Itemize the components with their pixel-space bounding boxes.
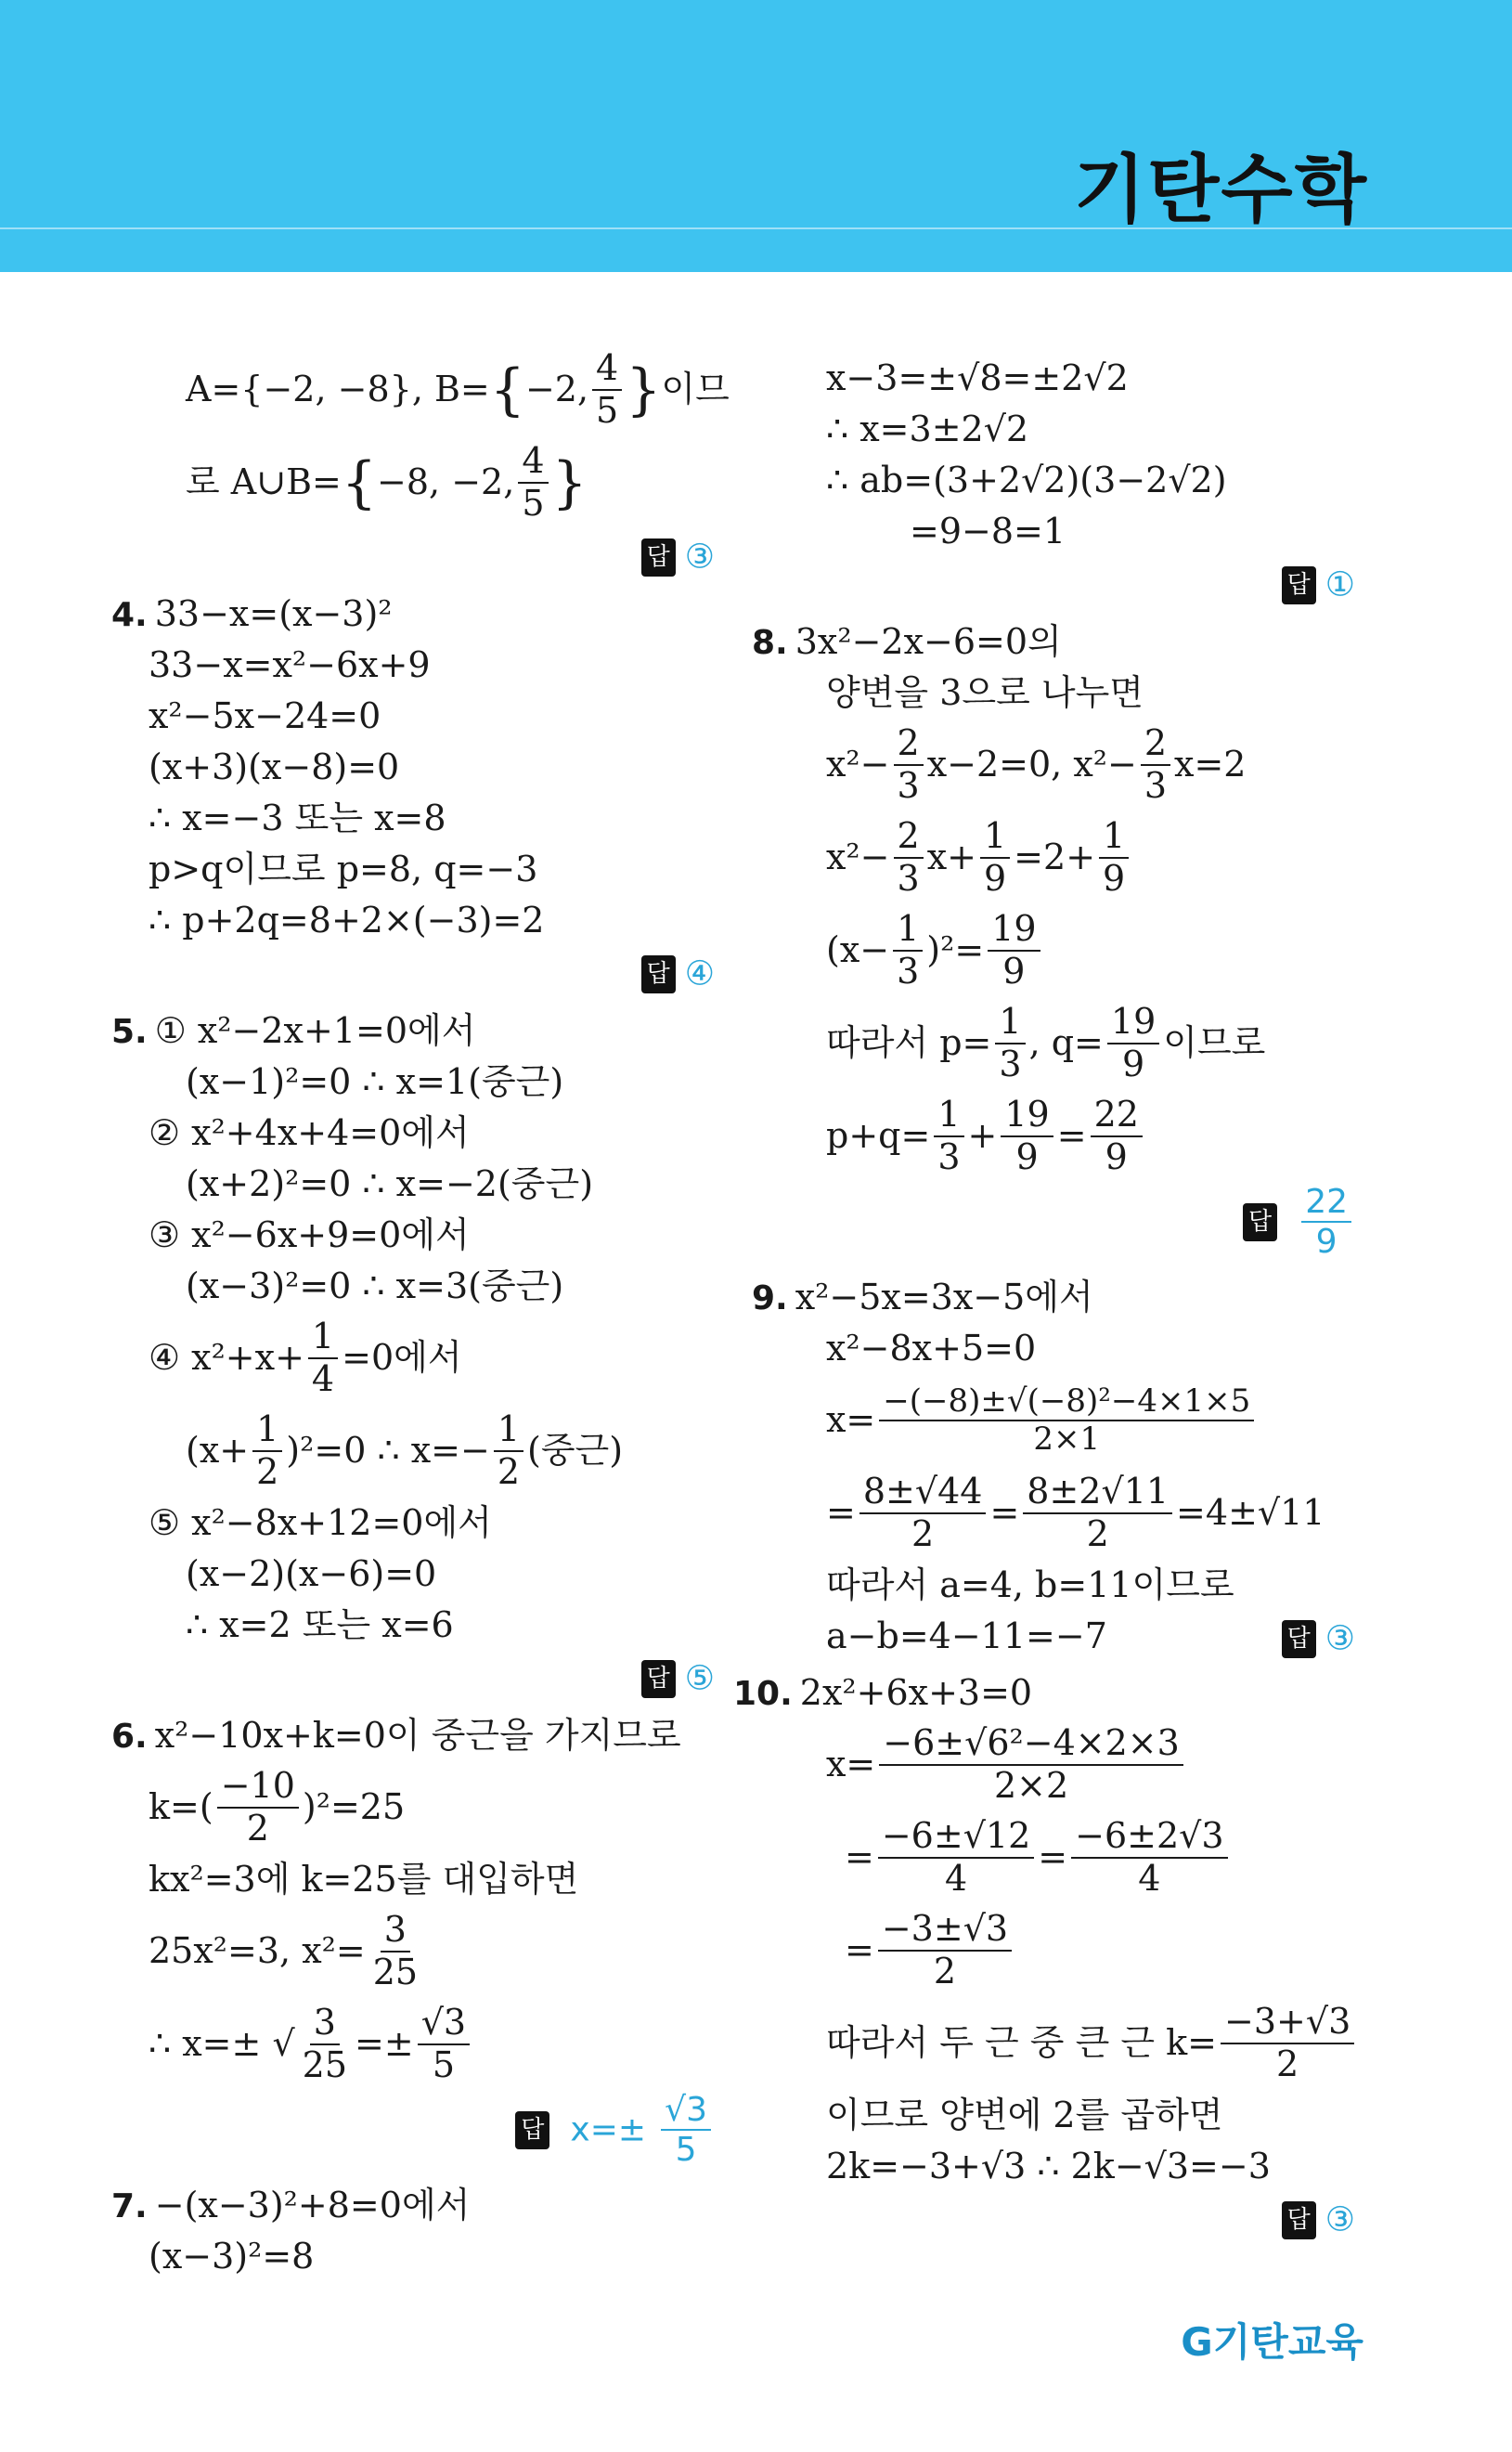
p5-line-4: (x+2)²=0 ∴ x=−2(중근) [186, 1163, 594, 1204]
p10-line-4: = $\frac{-3\pm√3}{2}$ [789, 1904, 1364, 1997]
header-band [0, 0, 1512, 272]
p5-line-3: ② x²+4x+4=0에서 [149, 1112, 470, 1153]
p10-line-3: = $\frac{-6\pm√12}{4}$ = $\frac{-6\pm 2√3}{4}$ [789, 1811, 1364, 1904]
p10-line-6: 이므로 양변에 2를 곱하면 [826, 2095, 1223, 2135]
p5-line-11: ∴ x=2 또는 x=6 [186, 1604, 454, 1645]
p7-answer: 답 ① [789, 557, 1364, 611]
p10-line-1: 10. 2x²+6x+3=0 [733, 1672, 1033, 1713]
p9-line-1: 9. x²−5x=3x−5에서 [752, 1277, 1093, 1317]
p9-line-2: x²−8x+5=0 [826, 1328, 1037, 1369]
p8-line-5: (x− $\frac{1}{3}$ )²= $\frac{19}{9}$ [789, 904, 1364, 997]
p10-line-7: 2k=−3+√3 ∴ 2k−√3=−3 [826, 2146, 1271, 2186]
p10-line-2: x= $\frac{\text{−6±√6²−4×2×3}}{2\times 2}$ [789, 1719, 1364, 1811]
p10-line-5: 따라서 두 근 중 큰 근 k= $\frac{-3+√3}{2}$ [789, 1997, 1364, 2090]
p6-line-3: kx²=3에 k=25를 대입하면 [149, 1859, 579, 1900]
p5-line-10: (x−2)(x−6)=0 [186, 1553, 437, 1594]
r-p7-line-1: x−3=±√8=±2√2 [826, 357, 1129, 398]
r-p7-line-4: =9−8=1 [910, 511, 1066, 551]
p8-line-1: 8. 3x²−2x−6=0의 [752, 621, 1062, 662]
p4-answer: 답 ④ [149, 946, 724, 1000]
p5-line-1: 5. ① x²−2x+1=0에서 [111, 1010, 476, 1051]
p10-answer: 답 ③ [789, 2192, 1364, 2246]
p4-line-1: 4. 33−x=(x−3)² [111, 593, 393, 634]
p4-line-7: ∴ p+2q=8+2×(−3)=2 [149, 900, 545, 941]
p5-line-5: ③ x²−6x+9=0에서 [149, 1214, 470, 1255]
right-column [733, 353, 1364, 2246]
p3-line-2: 로 A∪B= { −8, −2, $\frac{4}{5}$ } [186, 440, 588, 524]
p6-line-5: ∴ x=± √ $\frac{3}{25}$ =± $\frac{√3}{5}$ [149, 1998, 724, 2091]
p7-line-1: 7. −(x−3)²+8=0에서 [111, 2185, 471, 2225]
p9-line-6: a−b=4−11=−7 답 ③ [789, 1611, 1364, 1662]
p3-line-1: A={−2, −8}, B= { −2, $\frac{4}{5}$ } 이므 [186, 347, 730, 431]
p7-line-2: (x−3)²=8 [149, 2236, 315, 2277]
p4-line-2: 33−x=x²−6x+9 [149, 644, 431, 685]
p4-line-6: p>q이므로 p=8, q=−3 [149, 849, 538, 889]
p5-line-2: (x−1)²=0 ∴ x=1(중근) [186, 1061, 564, 1102]
p8-line-3: x²− $\frac{2}{3}$ x−2=0, x²− $\frac{2}{3}$ x=2 [826, 722, 1247, 806]
publisher-logo: G기탄교육 [1181, 2319, 1363, 2365]
p8-line-7: p+q= $\frac{1}{3}$ + $\frac{19}{9}$ = $\frac{22}{9}$ [789, 1090, 1364, 1183]
p9-answer: 답 ③ [1282, 1611, 1355, 1662]
p9-line-4: = $\frac{8\pm√44}{2}$ = $\frac{8\pm 2√11}{2}$ =4±√11 [826, 1471, 1325, 1554]
p6-line-1: 6. x²−10x+k=0이 중근을 가지므로 [111, 1715, 681, 1756]
r-p7-line-2: ∴ x=3±2√2 [826, 409, 1029, 449]
p5-line-9: ⑤ x²−8x+12=0에서 [149, 1502, 492, 1543]
p5-line-8: (x+ $\frac{1}{2}$ )²=0 ∴ x=− $\frac{1}{2}$ (중근) [186, 1408, 624, 1492]
p4-line-5: ∴ x=−3 또는 x=8 [149, 798, 446, 838]
p6-line-2: k=( $\frac{-10}{2}$ )²=25 [149, 1765, 406, 1849]
brand-logo: 기탄수학 [1073, 147, 1368, 233]
p9-line-3: x= $\frac{\text{−(−8)±√(−8)²−4×1×5}}{2\times 1}$ [789, 1374, 1364, 1467]
p6-answer: 답 x=± $\frac{√3}{5}$ [149, 2091, 724, 2174]
p8-line-2: 양변을 3으로 나누면 [826, 672, 1144, 713]
p5-line-7: ④ x²+x+ $\frac{1}{4}$ =0에서 [149, 1316, 462, 1399]
p4-line-4: (x+3)(x−8)=0 [149, 746, 400, 787]
r-p7-line-3: ∴ ab=(3+2√2)(3−2√2) [826, 460, 1227, 500]
p9-line-5: 따라서 a=4, b=11이므로 [826, 1564, 1234, 1605]
p4-line-3: x²−5x−24=0 [149, 695, 381, 736]
p8-answer: 답 $\frac{22}{9}$ [789, 1183, 1364, 1266]
p8-line-4: x²− $\frac{2}{3}$ x+ $\frac{1}{9}$ =2+ $\frac{1}{9}$ [789, 811, 1364, 904]
p5-line-6: (x−3)²=0 ∴ x=3(중근) [186, 1265, 564, 1306]
p5-answer: 답 ⑤ [149, 1651, 724, 1705]
p6-line-4: 25x²=3, x²= $\frac{3}{25}$ [149, 1909, 419, 1992]
p8-line-6: 따라서 p= $\frac{1}{3}$ , q= $\frac{19}{9}$ 이므로 [826, 1001, 1266, 1084]
p3-answer: 답 ③ [149, 529, 724, 583]
left-column [111, 344, 730, 2282]
